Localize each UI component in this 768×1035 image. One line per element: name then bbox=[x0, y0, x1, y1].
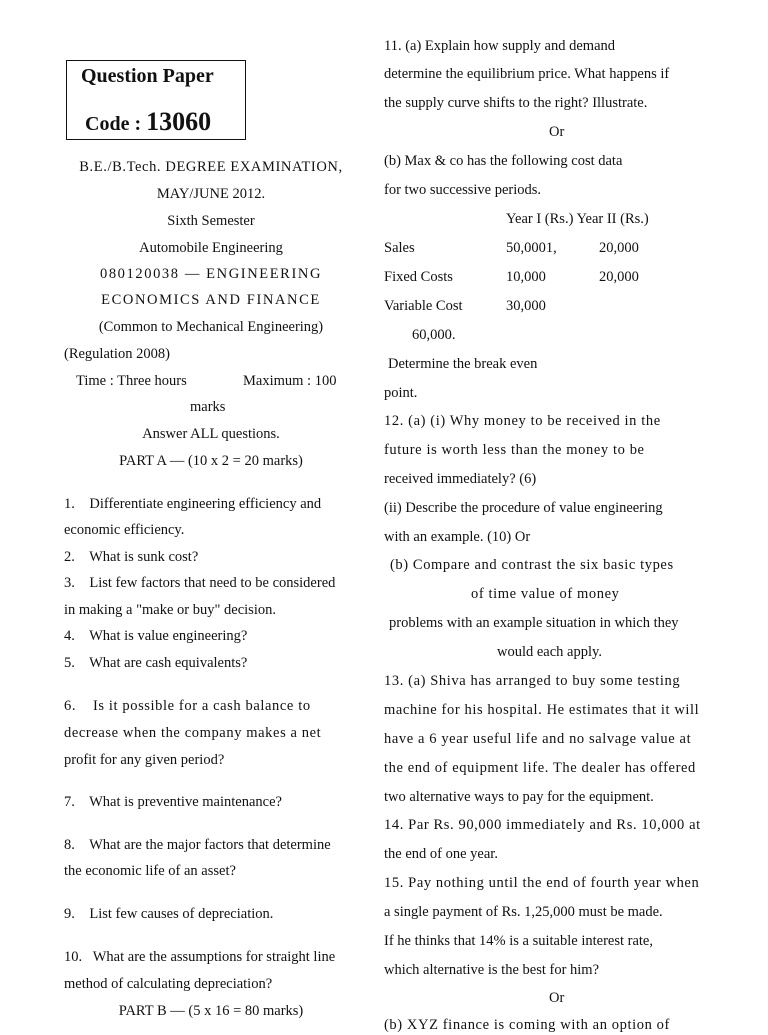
q12a-line2: future is worth less than the money to be bbox=[384, 442, 645, 458]
question-number: 7. bbox=[64, 794, 75, 810]
box-code bbox=[85, 107, 211, 137]
q13-line2: machine for his hospital. He estimates that it will bbox=[384, 702, 700, 718]
q12a-line5: with an example. (10) Or bbox=[384, 529, 531, 545]
q11a-line2: determine the equilibrium price. What happens if bbox=[384, 66, 670, 82]
cost-table-header: Year I (Rs.) Year II (Rs.) bbox=[506, 211, 649, 227]
exam-course-line2: ECONOMICS AND FINANCE bbox=[101, 292, 321, 308]
question-8-cont: the economic life of an asset? bbox=[64, 863, 236, 879]
q15b-cutoff-line: (b) XYZ finance is coming with an option of bbox=[384, 1017, 670, 1033]
q12b-line1: (b) Compare and contrast the six basic types bbox=[390, 557, 674, 573]
question-6-cont2: profit for any given period? bbox=[64, 752, 225, 768]
q11b-line3: Determine the break even bbox=[388, 356, 538, 372]
question-6-cont: decrease when the company makes a net bbox=[64, 725, 322, 741]
exam-course-line1: 080120038 — ENGINEERING bbox=[99, 266, 323, 282]
question-text: What are the assumptions for straight line bbox=[92, 949, 336, 965]
question-4 bbox=[64, 626, 247, 646]
exam-semester: Sixth Semester bbox=[167, 213, 255, 229]
or-separator-1: Or bbox=[549, 124, 565, 140]
question-2 bbox=[64, 547, 198, 567]
question-number: 6. bbox=[64, 698, 77, 714]
question-text: What are the major factors that determine bbox=[89, 837, 331, 853]
box-code-label: Code : bbox=[85, 113, 142, 135]
question-10 bbox=[64, 947, 335, 967]
q15-line1: 15. Pay nothing until the end of fourth year when bbox=[384, 875, 700, 891]
box-title: Question Paper bbox=[81, 65, 214, 87]
q11a-line1: 11. (a) Explain how supply and demand bbox=[384, 38, 616, 54]
exam-common: (Common to Mechanical Engineering) bbox=[98, 319, 324, 335]
q15-line4: which alternative is the best for him? bbox=[384, 962, 600, 978]
q12a-line1: 12. (a) (i) Why money to be received in the bbox=[384, 413, 661, 429]
question-text: What is sunk cost? bbox=[89, 549, 199, 565]
exam-instruction: Answer ALL questions. bbox=[142, 426, 280, 442]
question-8 bbox=[64, 835, 331, 855]
question-3 bbox=[64, 573, 335, 593]
question-number: 8. bbox=[64, 837, 75, 853]
question-5 bbox=[64, 653, 247, 673]
q15-line2: a single payment of Rs. 1,25,000 must be made. bbox=[384, 904, 663, 920]
table-cell-year1: 10,000 bbox=[506, 269, 546, 285]
exam-session: MAY/JUNE 2012. bbox=[156, 186, 266, 202]
question-6 bbox=[64, 696, 311, 716]
question-number: 3. bbox=[64, 575, 75, 591]
question-number: 10. bbox=[64, 949, 83, 965]
q11a-line3: the supply curve shifts to the right? Illustrate. bbox=[384, 95, 648, 111]
question-text: What is value engineering? bbox=[89, 628, 248, 644]
table-row-label: Fixed Costs bbox=[384, 269, 453, 285]
exam-time: Time : Three hours bbox=[76, 373, 187, 389]
table-cell-year1: 50,0001, bbox=[506, 240, 557, 256]
q12a-line3: received immediately? (6) bbox=[384, 471, 537, 487]
question-number: 2. bbox=[64, 549, 75, 565]
question-text: What are cash equivalents? bbox=[89, 655, 248, 671]
question-3-cont: in making a "make or buy" decision. bbox=[64, 602, 276, 618]
q11b-line1: (b) Max & co has the following cost data bbox=[384, 153, 623, 169]
part-a-heading: PART A — (10 x 2 = 20 marks) bbox=[119, 453, 303, 469]
q12b-line4: would each apply. bbox=[497, 644, 602, 660]
part-b-heading: PART B — (5 x 16 = 80 marks) bbox=[118, 1003, 304, 1019]
q13-line5: two alternative ways to pay for the equipment. bbox=[384, 789, 654, 805]
table-cell-year2: 20,000 bbox=[599, 240, 639, 256]
question-text: List few causes of depreciation. bbox=[89, 906, 274, 922]
question-text: What is preventive maintenance? bbox=[89, 794, 282, 810]
question-paper-code-box bbox=[66, 60, 246, 140]
question-number: 4. bbox=[64, 628, 75, 644]
q11b-line4: point. bbox=[384, 385, 418, 401]
q13-line3: have a 6 year useful life and no salvage value at bbox=[384, 731, 692, 747]
table-row-label: Sales bbox=[384, 240, 415, 256]
table-overflow-value: 60,000. bbox=[412, 327, 456, 343]
question-9 bbox=[64, 904, 273, 924]
question-number: 9. bbox=[64, 906, 75, 922]
question-7 bbox=[64, 792, 282, 812]
question-text: Differentiate engineering efficiency and bbox=[89, 496, 322, 512]
table-cell-year1: 30,000 bbox=[506, 298, 546, 314]
q14-line2: the end of one year. bbox=[384, 846, 498, 862]
exam-max-marks-cont: marks bbox=[190, 399, 226, 415]
or-separator-2: Or bbox=[549, 990, 565, 1006]
question-text: List few factors that need to be considered bbox=[89, 575, 336, 591]
question-text: Is it possible for a cash balance to bbox=[92, 698, 311, 714]
q11b-line2: for two successive periods. bbox=[384, 182, 542, 198]
exam-regulation: (Regulation 2008) bbox=[64, 346, 170, 362]
exam-branch: Automobile Engineering bbox=[139, 240, 283, 256]
q15-line3: If he thinks that 14% is a suitable interest rate, bbox=[384, 933, 653, 949]
q12a-line4: (ii) Describe the procedure of value engineering bbox=[384, 500, 663, 516]
question-1-cont: economic efficiency. bbox=[64, 522, 185, 538]
question-number: 1. bbox=[64, 496, 75, 512]
table-row-label: Variable Cost bbox=[384, 298, 463, 314]
exam-max-marks: Maximum : 100 bbox=[243, 373, 337, 389]
box-code-value: 13060 bbox=[146, 107, 212, 136]
q13-line1: 13. (a) Shiva has arranged to buy some testing bbox=[384, 673, 681, 689]
question-1 bbox=[64, 494, 321, 514]
question-10-cont: method of calculating depreciation? bbox=[64, 976, 273, 992]
q12b-line2: of time value of money bbox=[471, 586, 620, 602]
q12b-line3: problems with an example situation in which they bbox=[389, 615, 679, 631]
question-number: 5. bbox=[64, 655, 75, 671]
q13-line4: the end of equipment life. The dealer has offered bbox=[384, 760, 696, 776]
q14-line1: 14. Par Rs. 90,000 immediately and Rs. 10,000 at bbox=[384, 817, 701, 833]
table-cell-year2: 20,000 bbox=[599, 269, 639, 285]
exam-degree: B.E./B.Tech. DEGREE EXAMINATION, bbox=[79, 159, 343, 175]
